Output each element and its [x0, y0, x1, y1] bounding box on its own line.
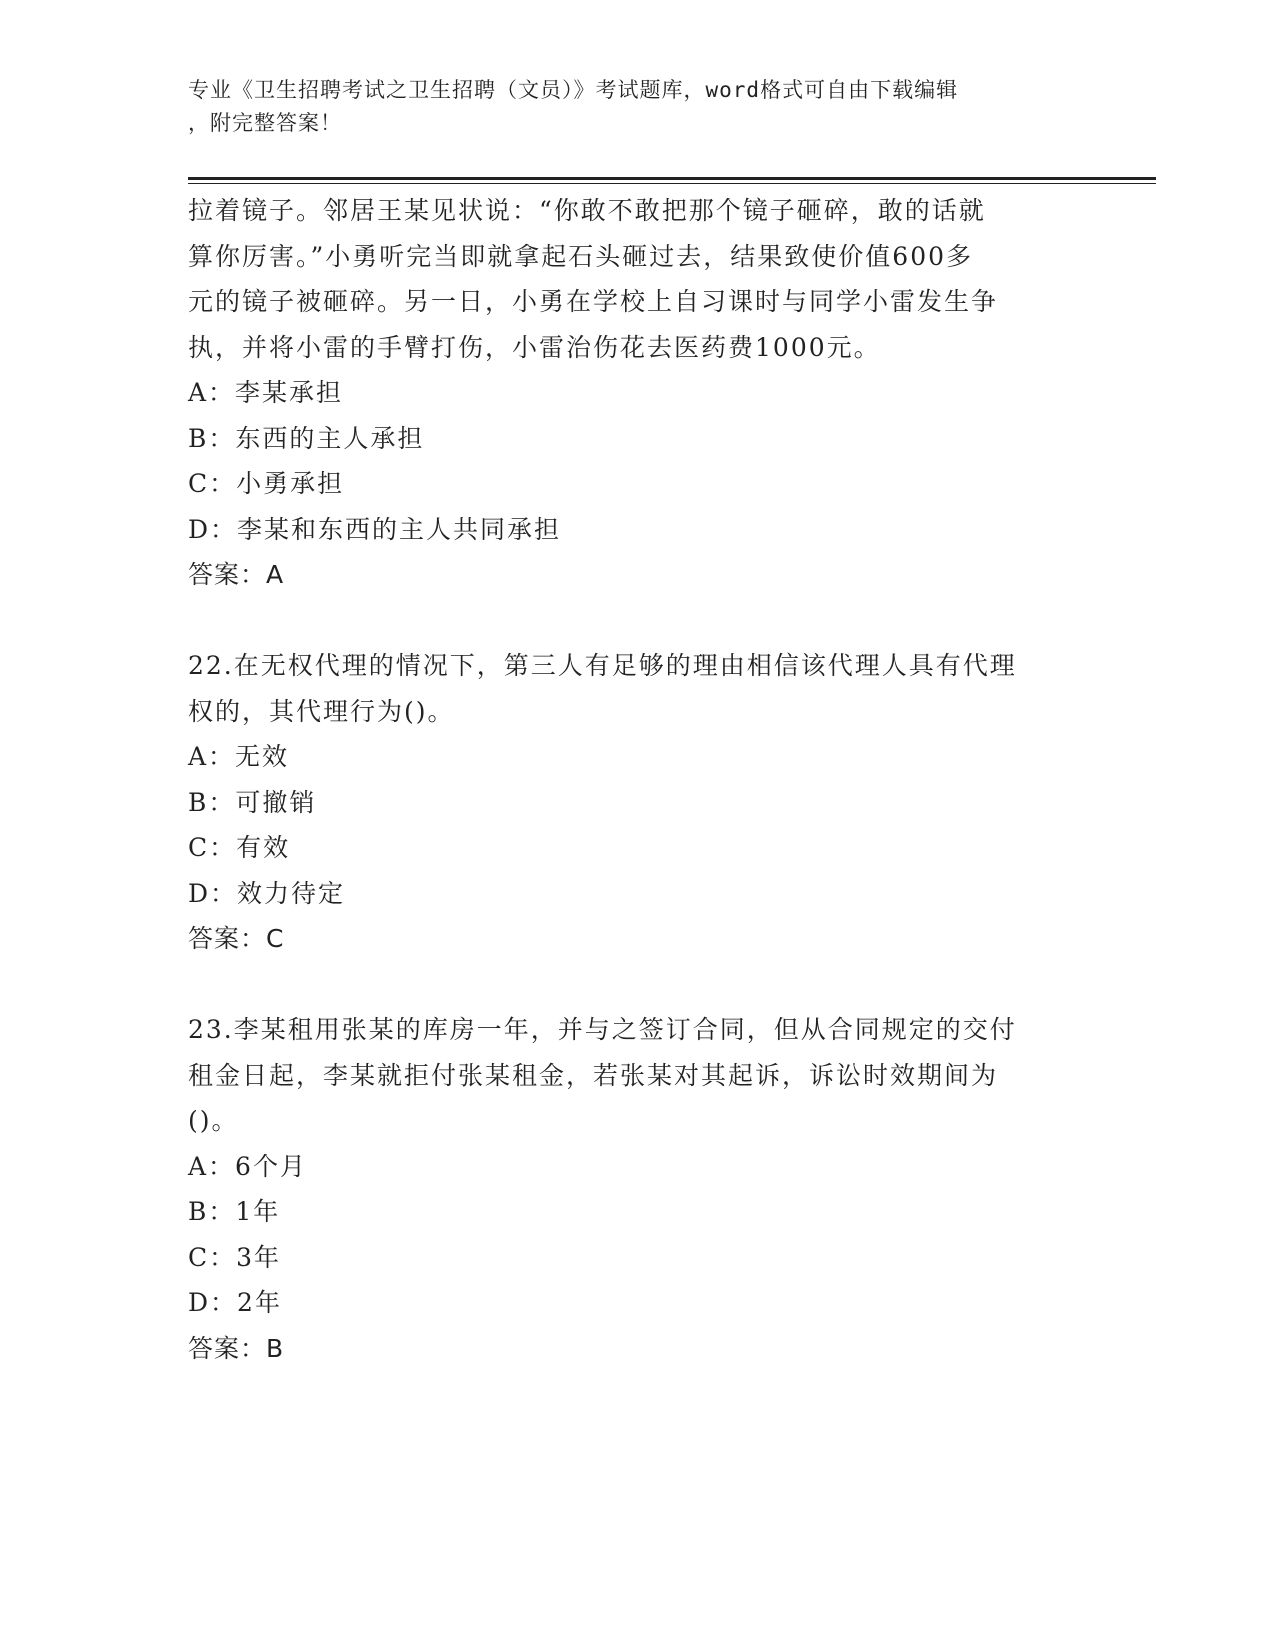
- option-c: C：小勇承担: [188, 469, 345, 498]
- option-a: A：6个月: [188, 1151, 307, 1181]
- answer-line: 答案：B: [188, 1333, 285, 1363]
- question-23: [188, 1007, 1088, 1371]
- question-content: [188, 188, 1088, 1371]
- question-text-line: 权的，其代理行为()。: [188, 696, 455, 726]
- option-b: B：可撤销: [188, 787, 317, 817]
- question-text-line: ()。: [188, 1106, 239, 1135]
- question-text-line: 拉着镜子。邻居王某见状说：“你敢不敢把那个镜子砸碎，敢的话就: [188, 196, 986, 225]
- option-a: A：无效: [188, 742, 290, 771]
- question-21-continued: [188, 188, 1088, 598]
- spacer: [188, 962, 1088, 1008]
- question-text-line: 算你厉害。”小勇听完当即就拿起石头砸过去，结果致使价值600多: [188, 241, 974, 271]
- header-divider-thick: [188, 177, 1156, 180]
- option-a: A：李某承担: [188, 378, 344, 407]
- header-line-1: 专业《卫生招聘考试之卫生招聘（文员）》考试题库，word格式可自由下载编辑: [188, 78, 959, 102]
- option-c: C：3年: [188, 1242, 282, 1272]
- option-c: C：有效: [188, 833, 291, 862]
- answer-line: 答案：A: [188, 560, 285, 589]
- header-line-2: ，附完整答案！: [188, 111, 342, 135]
- document-header: [188, 74, 1068, 140]
- header-divider-thin: [188, 183, 1156, 184]
- option-d: D：李某和东西的主人共同承担: [188, 514, 562, 544]
- question-text-line: 元的镜子被砸碎。另一日，小勇在学校上自习课时与同学小雷发生争: [188, 287, 999, 316]
- option-d: D：效力待定: [188, 878, 346, 908]
- question-text-line: 23.李某租用张某的库房一年，并与之签订合同，但从合同规定的交付: [188, 1015, 1017, 1044]
- question-22: [188, 643, 1088, 962]
- option-d: D：2年: [188, 1288, 282, 1317]
- option-b: B：东西的主人承担: [188, 423, 425, 453]
- question-text-line: 租金日起，李某就拒付张某租金，若张某对其起诉，诉讼时效期间为: [188, 1060, 999, 1090]
- question-text-line: 执，并将小雷的手臂打伤，小雷治伤花去医药费1000元。: [188, 332, 881, 362]
- option-b: B：1年: [188, 1197, 281, 1226]
- answer-line: 答案：C: [188, 924, 285, 953]
- spacer: [188, 598, 1088, 644]
- question-text-line: 22.在无权代理的情况下，第三人有足够的理由相信该代理人具有代理: [188, 651, 1017, 680]
